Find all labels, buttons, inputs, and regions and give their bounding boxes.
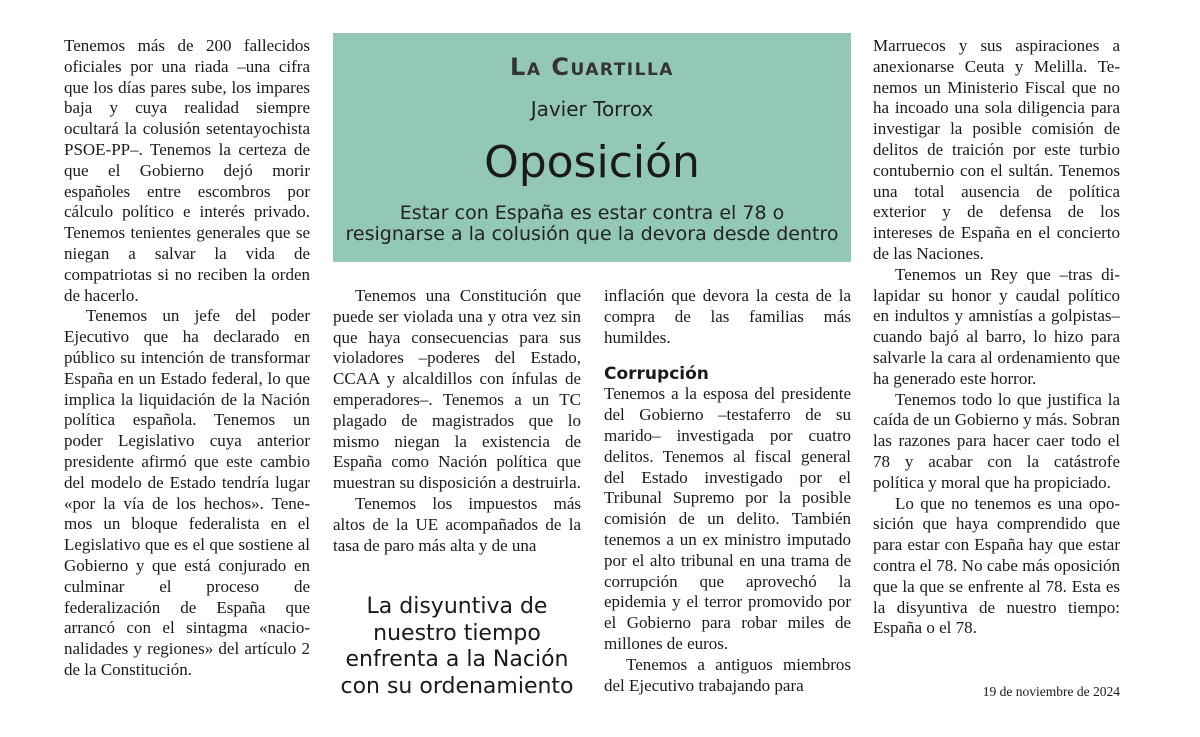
article-column-3	[604, 286, 851, 696]
pull-quote-line: La disyuntiva de	[366, 594, 548, 619]
publication-date: 19 de noviembre de 2024	[982, 684, 1120, 699]
subtitle-line: resignarse a la colusión que la devora desde dentro	[345, 223, 839, 245]
section-subheading: Corrupción	[604, 364, 709, 385]
paragraph: Tenemos una Constitución que puede ser violada una y otra vez sin que haya consecuencias para sus violadores –poderes del Estado, CCAA y alcaldillos con ínfulas de emperadores–. Tenemos a un TC plagado de magistrados que lo mismo niegan la existencia de España como Nación política que muestran su disposición a destruirla.	[333, 286, 581, 493]
article-title: Oposición	[484, 137, 700, 188]
pull-quote	[333, 594, 581, 700]
pull-quote-line: nuestro tiempo	[373, 620, 541, 646]
article-column-2	[333, 286, 581, 556]
paragraph: Tenemos a la esposa del presidente del Gobierno –testaferro de su marido– investigada por cuatro delitos. Tenemos al fiscal general del Estado investigado por el Tribunal Supremo por la posible comisión de un delito. También tenemos a un ex ministro imputado por el alto tribunal en una trama de corrupción que aprovechó la epidemia y el terror promovido por el Gobierno para robar miles de millones de euros.	[604, 384, 851, 653]
paragraph: Lo que no tenemos es una oposición que haya comprendido que para estar con España hay que estar contra el 78. No cabe más oposición que la que se enfrente al 78. Esta es la disyuntiva de nuestro tiempo: España o el 78.	[873, 493, 1120, 638]
paragraph: inflación que devora la cesta de la compra de las familias más humildes.	[604, 286, 851, 347]
pull-quote-line: con su ordenamiento	[340, 673, 574, 699]
article-subtitle	[333, 203, 851, 245]
article-column-1	[64, 36, 310, 681]
paragraph: Tenemos los impuestos más altos de la UE acompañados de la tasa de paro más alta y de una	[333, 493, 581, 555]
paragraph: Tenemos un jefe del poder Ejecutivo que ha declarado en público su intención de transformar España en un Estado federal, lo que implica la liquidación de la Nación política española. Tenemos un poder Legislativo cuya anterior presidente afirmó que este cambio del modelo de Estado tendría lugar «por la vía de los hechos». Tenemos un bloque federalista en el Legislativo que es el que sostiene al Gobierno y que está conjurado en culminar el proceso de federalización de España que arrancó con el sintagma «nacionalidades y regiones» del artículo 2 de la Constitución.	[64, 306, 310, 679]
paragraph: Tenemos un Rey que –tras dilapidar su honor y caudal político en indultos y amnistías a golpistas– cuando bajó al barro, lo hizo para salvarle la cara al ordenamiento que ha generado este horror.	[873, 264, 1120, 388]
paragraph: Tenemos todo lo que justifica la caída de un Gobierno y más. Sobran las razones para hacer caer todo el 78 y acabar con la catástrofe política y moral que ha propiciado.	[873, 389, 1120, 492]
article-header	[333, 33, 851, 262]
author-byline: Javier Torrox	[530, 97, 654, 121]
subtitle-line: Estar con España es estar contra el 78 o	[399, 202, 785, 224]
paragraph: Tenemos más de 200 fallecidos oficiales por una riada –una cifra que los días pares sube, los impares baja y cuya realidad siempre ocultará la colusión setentayochista PSOE-PP–. Tenemos la certeza de que el Gobierno dejó morir españoles entre escombros por cálculo político e interés privado. Tenemos tenientes generales que se niegan a salvar la vida de compatriotas si no reciben la orden de hacerlo.	[64, 36, 310, 305]
section-name: La Cuartilla	[510, 53, 674, 81]
paragraph: Marruecos y sus aspiraciones a anexionarse Ceuta y Melilla. Tenemos un Ministerio Fiscal que no ha incoado una sola diligencia para investigar la posible comisión de delitos de traición por este turbio contubernio con el sultán. Tenemos una total ausencia de política exterior y de defensa de los intereses de España en el concierto de las Naciones.	[873, 36, 1120, 263]
pull-quote-line: enfrenta a la Nación	[345, 647, 569, 672]
article-column-4	[873, 36, 1120, 639]
paragraph: Tenemos a antiguos miembros del Ejecutivo trabajando para	[604, 654, 851, 695]
